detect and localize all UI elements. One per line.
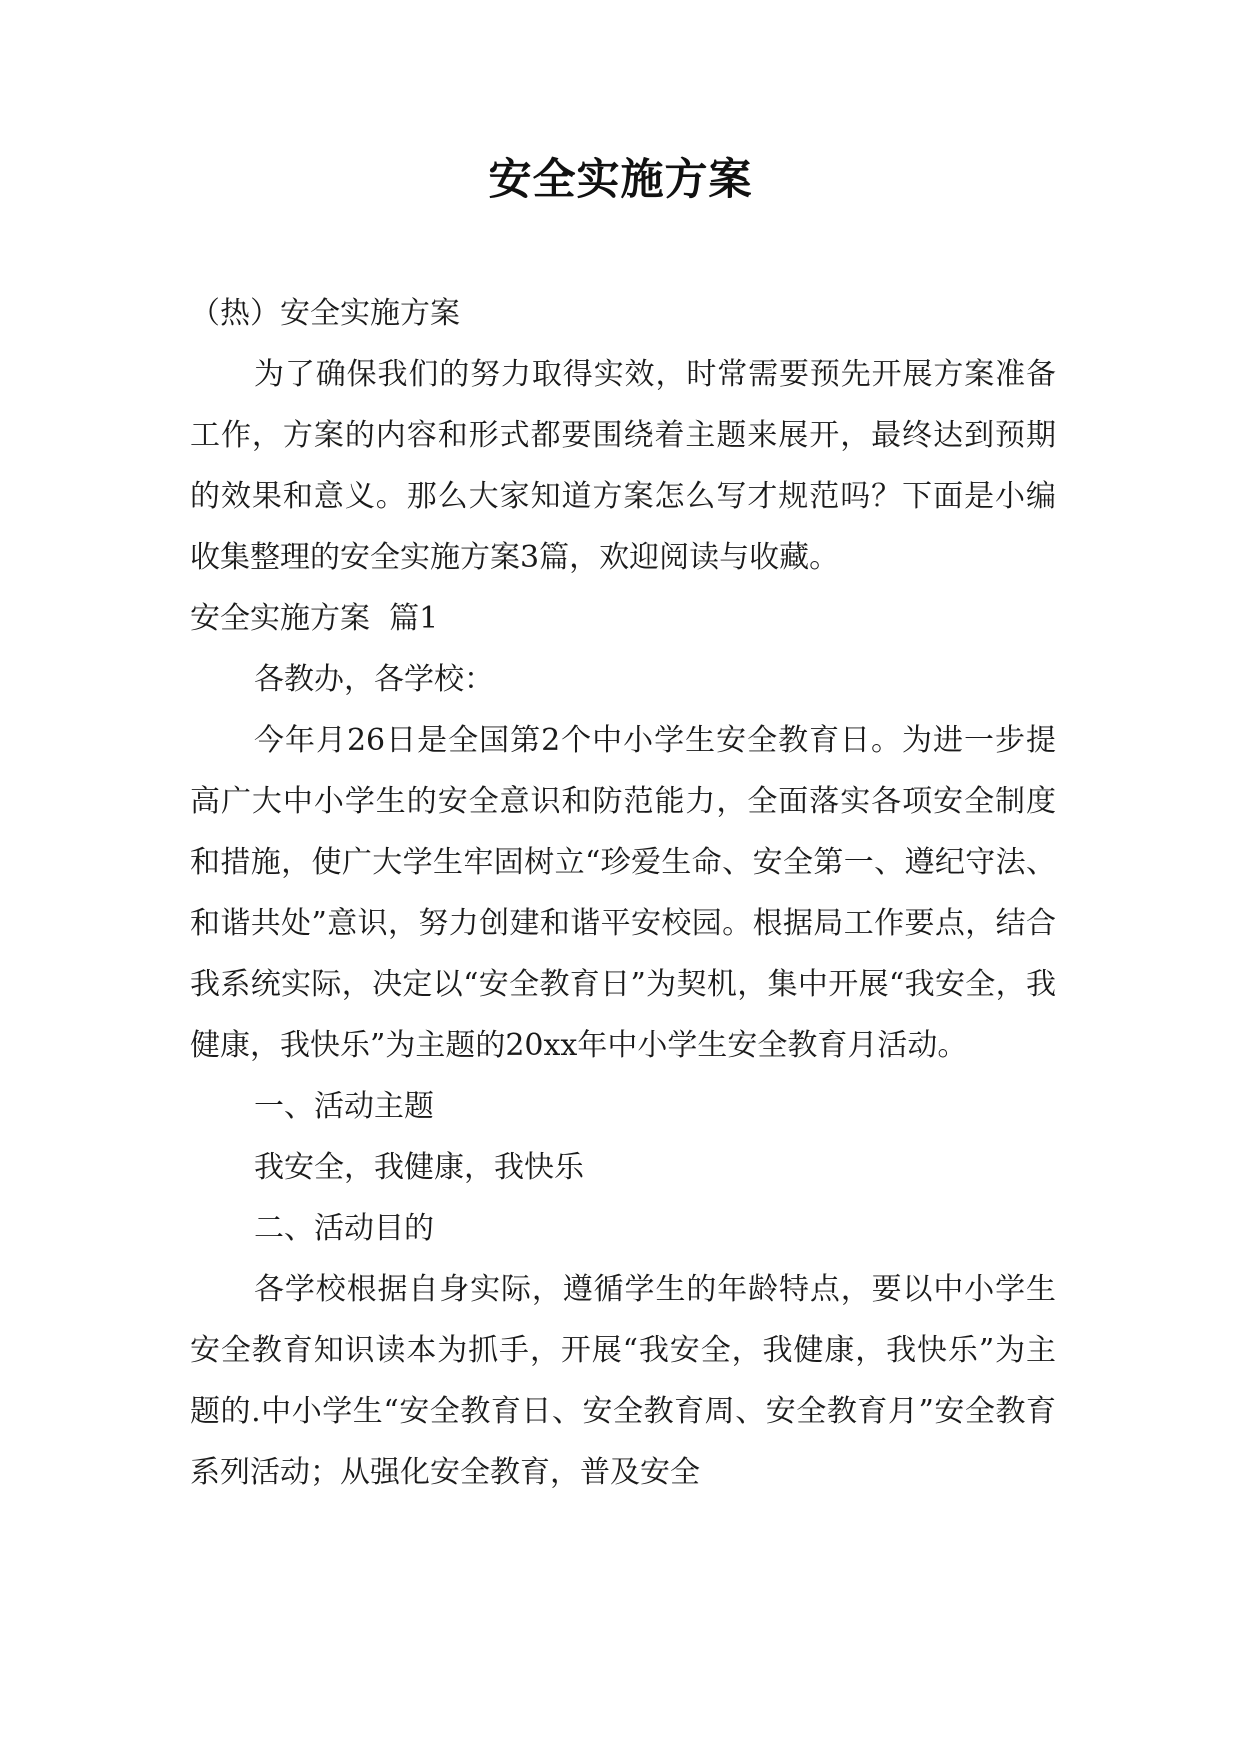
heading-activity-purpose: 二、活动目的 — [254, 1211, 434, 1246]
document-title: 安全实施方案 — [488, 155, 753, 205]
document-subtitle: （热）安全实施方案 — [190, 296, 460, 331]
section-heading: 安全实施方案 篇1 — [190, 601, 439, 636]
salutation: 各教办，各学校： — [254, 662, 494, 697]
activity-theme-text: 我安全，我健康，我快乐 — [254, 1150, 584, 1185]
heading-activity-theme: 一、活动主题 — [254, 1089, 434, 1124]
body-paragraph-2: 各学校根据自身实际，遵循学生的年龄特点，要以中小学生安全教育知识读本为抓手，开展“我安全，我健康，我快乐”为主题的.中小学生“安全教育日、安全教育周、安全教育月”安全教育系列活动；从强化安全教育，普及安全 — [190, 1272, 1056, 1490]
document-body — [190, 283, 1056, 1503]
body-paragraph-1: 今年月26日是全国第2个中小学生安全教育日。为进一步提高广大中小学生的安全意识和防范能力，全面落实各项安全制度和措施，使广大学生牢固树立“珍爱生命、安全第一、遵纪守法、和谐共处”意识，努力创建和谐平安校园。根据局工作要点，结合我系统实际，决定以“安全教育日”为契机，集中开展“我安全，我健康，我快乐”为主题的20xx年中小学生安全教育月活动。 — [190, 723, 1056, 1063]
intro-paragraph: 为了确保我们的努力取得实效，时常需要预先开展方案准备工作，方案的内容和形式都要围绕着主题来展开，最终达到预期的效果和意义。那么大家知道方案怎么写才规范吗？下面是小编收集整理的安全实施方案3篇，欢迎阅读与收藏。 — [190, 357, 1056, 575]
